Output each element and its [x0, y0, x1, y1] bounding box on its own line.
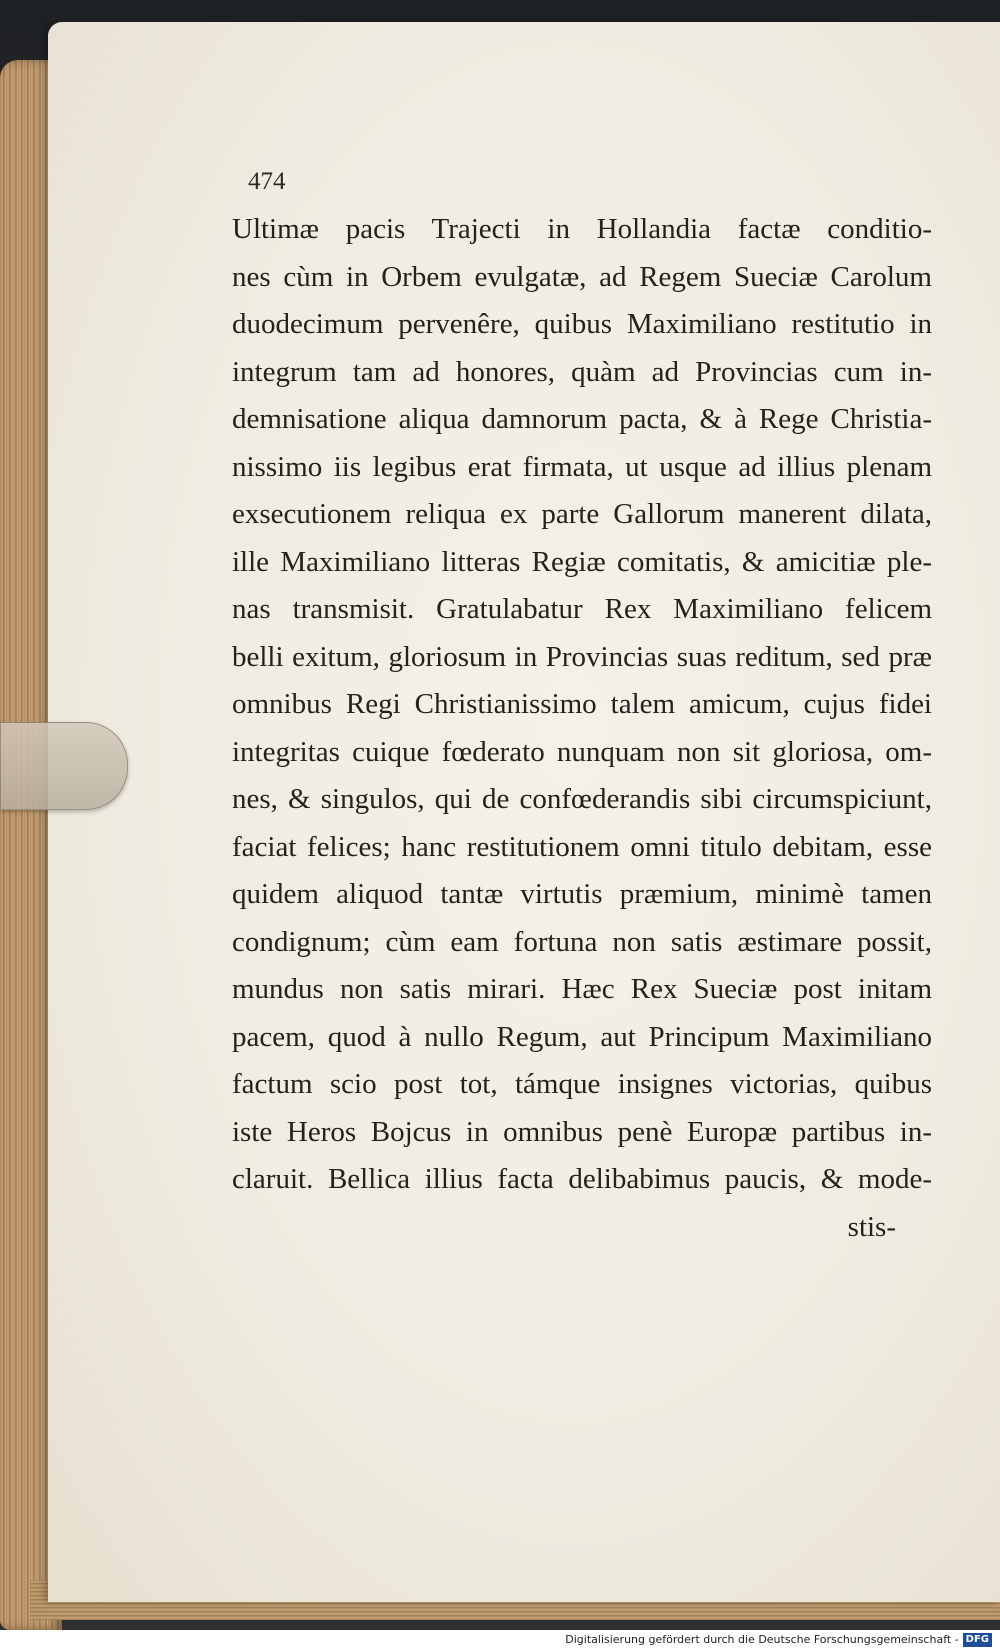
- text-line: demnisatione aliqua damnorum pacta, & à Rege Christia-: [232, 403, 932, 435]
- text-line: Ultimæ pacis Trajecti in Hollandia factæ conditio-: [232, 213, 932, 245]
- bookmark-tab: [0, 722, 128, 810]
- text-line: factum scio post tot, támque insignes victorias, quibus: [232, 1068, 932, 1100]
- text-line: faciat felices; hanc restitutionem omni titulo debitam, esse: [232, 830, 932, 863]
- body-text: [232, 206, 932, 1251]
- text-line: nes cùm in Orbem evulgatæ, ad Regem Sueciæ Carolum: [232, 260, 932, 293]
- catchword: stis-: [847, 1210, 896, 1243]
- dfg-logo: DFG: [963, 1633, 992, 1647]
- text-line: iste Heros Bojcus in omnibus penè Europæ partibus in-: [232, 1115, 932, 1148]
- text-line: nissimo iis legibus erat firmata, ut usque ad illius plenam: [232, 450, 932, 483]
- text-line: belli exitum, gloriosum in Provincias suas reditum, sed præ: [232, 640, 932, 673]
- text-line: nes, & singulos, qui de confœderandis sibi circumspiciunt,: [232, 783, 932, 815]
- text-line: condignum; cùm eam fortuna non satis æstimare possit,: [232, 925, 932, 958]
- text-line: mundus non satis mirari. Hæc Rex Sueciæ post initam: [232, 973, 932, 1005]
- text-line: integrum tam ad honores, quàm ad Provincias cum in-: [232, 355, 932, 388]
- text-line: integritas cuique fœderato nunquam non sit gloriosa, om-: [232, 735, 932, 768]
- text-line: claruit. Bellica illius facta delibabimus paucis, & mode-: [232, 1163, 932, 1195]
- text-line: exsecutionem reliqua ex parte Gallorum manerent dilata,: [232, 498, 932, 530]
- text-line: quidem aliquod tantæ virtutis præmium, minimè tamen: [232, 878, 932, 910]
- text-line: omnibus Regi Christianissimo talem amicum, cujus fidei: [232, 688, 932, 720]
- text-line: nas transmisit. Gratulabatur Rex Maximiliano felicem: [232, 593, 932, 625]
- page-number: 474: [248, 168, 286, 195]
- footer-credit: Digitalisierung gefördert durch die Deutsche Forschungsgemeinschaft -: [565, 1633, 959, 1646]
- text-line: duodecimum pervenêre, quibus Maximiliano restitutio in: [232, 308, 932, 340]
- digitization-footer: [0, 1630, 1000, 1650]
- text-line: pacem, quod à nullo Regum, aut Principum Maximiliano: [232, 1020, 932, 1053]
- text-line: ille Maximiliano litteras Regiæ comitatis, & amicitiæ ple-: [232, 545, 932, 578]
